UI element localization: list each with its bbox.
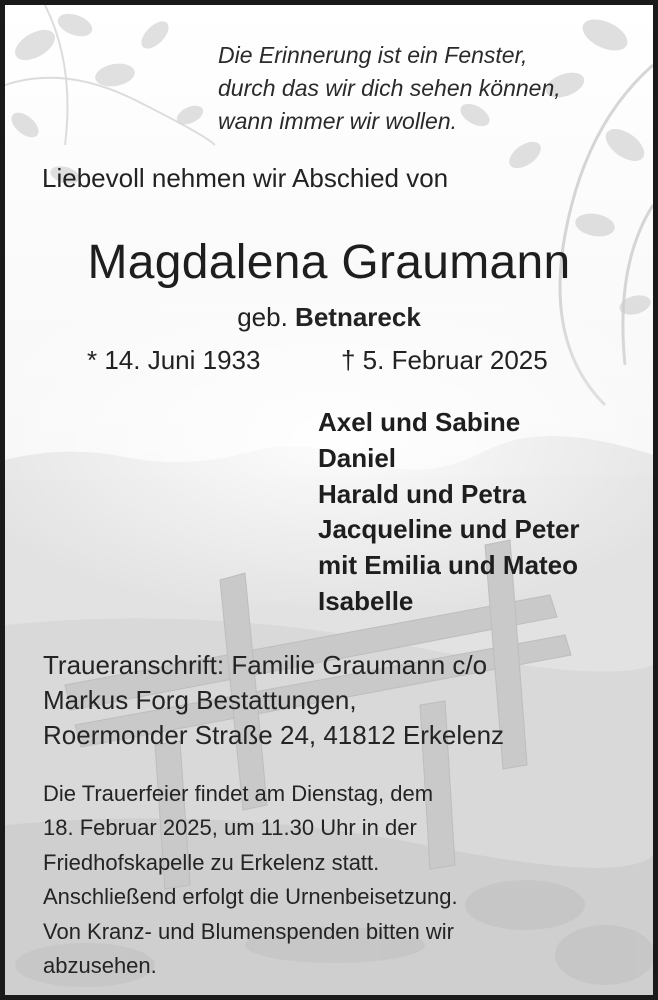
service-line: Von Kranz- und Blumenspenden bitten wir <box>43 918 454 944</box>
deceased-name: Magdalena Graumann <box>87 236 571 289</box>
memorial-poem <box>218 39 561 138</box>
mourner-line: mit Emilia und Mateo <box>318 550 579 581</box>
death-date: † 5. Februar 2025 <box>341 345 548 375</box>
mourner-line: Daniel <box>318 442 397 473</box>
poem-line: wann immer wir wollen. <box>218 108 458 134</box>
mourner-line: Jacqueline und Peter <box>318 514 580 545</box>
text-content <box>5 5 653 995</box>
birth-date: * 14. Juni 1933 <box>87 345 261 375</box>
poem-line: Die Erinnerung ist ein Fenster, <box>218 42 528 68</box>
mourner-line: Harald und Petra <box>318 478 527 509</box>
maiden-name: Betnareck <box>295 302 421 332</box>
mourners-list <box>318 405 580 620</box>
condolence-address <box>43 648 504 753</box>
address-line: Markus Forg Bestattungen, <box>43 685 357 715</box>
mourner-line: Isabelle <box>318 585 414 616</box>
maiden-name-line <box>5 301 653 333</box>
mourner-line: Axel und Sabine <box>318 407 521 437</box>
service-line: Anschließend erfolgt die Urnenbeisetzung. <box>43 884 458 910</box>
service-line: 18. Februar 2025, um 11.30 Uhr in der <box>43 815 417 841</box>
funeral-service-notice <box>43 777 458 983</box>
farewell-intro: Liebevoll nehmen wir Abschied von <box>42 163 449 193</box>
address-line: Roermonder Straße 24, 41812 Erkelenz <box>43 720 505 750</box>
service-line: abzusehen. <box>43 953 157 979</box>
service-line: Die Trauerfeier findet am Dienstag, dem <box>43 781 434 806</box>
address-line: Traueranschrift: Familie Graumann c/o <box>43 650 488 680</box>
maiden-prefix: geb. <box>237 302 288 332</box>
service-line: Friedhofskapelle zu Erkelenz statt. <box>43 849 380 875</box>
poem-line: durch das wir dich sehen können, <box>218 75 561 101</box>
